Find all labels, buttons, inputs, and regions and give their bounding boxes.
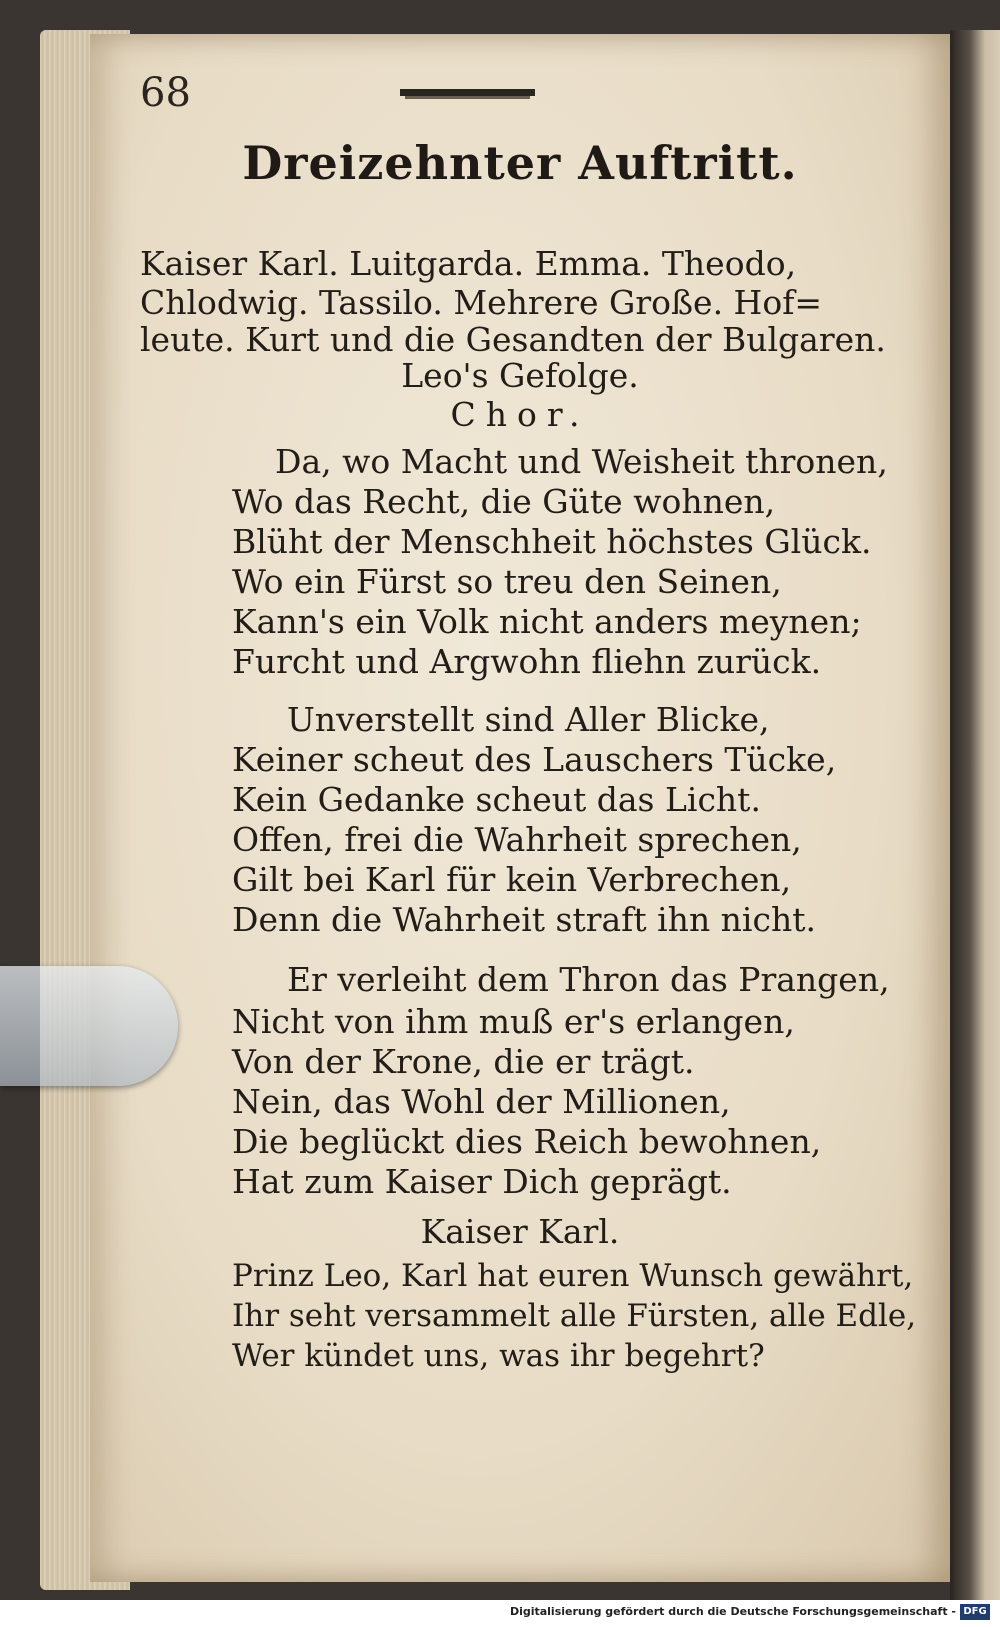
- cast-line: leute. Kurt und die Gesandten der Bulgaren.: [140, 320, 886, 359]
- verse-line: Blüht der Menschheit höchstes Glück.: [232, 522, 872, 561]
- cast-line-last: Leo's Gefolge.: [401, 356, 639, 395]
- cast-line: Chlodwig. Tassilo. Mehrere Große. Hof=: [140, 283, 823, 322]
- verse-line: Furcht und Argwohn fliehn zurück.: [232, 642, 822, 681]
- verse-line: Gilt bei Karl für kein Verbrechen,: [232, 860, 792, 899]
- verse-line: Nicht von ihm muß er's erlangen,: [232, 1002, 795, 1041]
- chorus-heading: Chor.: [450, 395, 590, 434]
- dfg-logo: DFG: [960, 1604, 990, 1620]
- verse-line: Kann's ein Volk nicht anders meynen;: [232, 602, 862, 641]
- speech-line: Wer kündet uns, was ihr begehrt?: [232, 1338, 765, 1374]
- verse-line: Wo ein Fürst so treu den Seinen,: [232, 562, 782, 601]
- verse-line: Hat zum Kaiser Dich geprägt.: [232, 1162, 732, 1201]
- speech-line: Prinz Leo, Karl hat euren Wunsch gewährt,: [232, 1258, 914, 1294]
- scene-title: Dreizehnter Auftritt.: [242, 136, 798, 190]
- verse-line: Er verleiht dem Thron das Prangen,: [287, 960, 890, 999]
- verse-line: Offen, frei die Wahrheit sprechen,: [232, 820, 802, 859]
- verse-line: Nein, das Wohl der Millionen,: [232, 1082, 731, 1121]
- verse-line: Wo das Recht, die Güte wohnen,: [232, 482, 776, 521]
- verse-line: Denn die Wahrheit straft ihn nicht.: [232, 900, 816, 939]
- cast-line: Kaiser Karl. Luitgarda. Emma. Theodo,: [140, 244, 797, 283]
- funding-credit: Digitalisierung gefördert durch die Deutsche Forschungsgemeinschaft -: [509, 1605, 956, 1618]
- speaker-name: Kaiser Karl.: [420, 1212, 620, 1251]
- speech-line: Ihr seht versammelt alle Fürsten, alle Edle,: [232, 1298, 917, 1334]
- verse-line: Unverstellt sind Aller Blicke,: [287, 700, 770, 739]
- facing-page-sliver: [950, 30, 1000, 1600]
- verse-line: Von der Krone, die er trägt.: [232, 1042, 695, 1081]
- header-ornament: [400, 82, 535, 102]
- verse-line: Die beglückt dies Reich bewohnen,: [232, 1122, 822, 1161]
- page-number: 68: [140, 70, 191, 116]
- verse-line: Keiner scheut des Lauschers Tücke,: [232, 740, 837, 779]
- verse-line: Da, wo Macht und Weisheit thronen,: [275, 442, 888, 481]
- verse-line: Kein Gedanke scheut das Licht.: [232, 780, 761, 819]
- page-clip: [0, 966, 178, 1086]
